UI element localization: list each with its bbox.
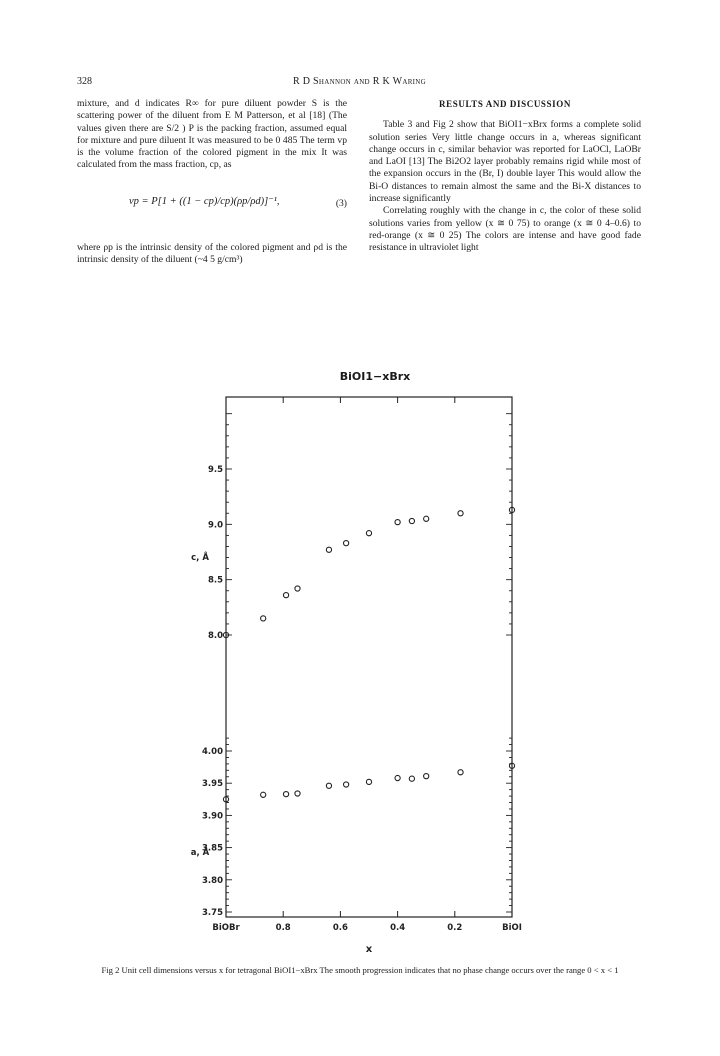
y-tick-label: 9.5 <box>207 465 223 475</box>
right-column <box>369 98 641 255</box>
data-point-a <box>395 775 400 780</box>
y-tick-label: 3.95 <box>202 779 223 790</box>
data-point-a <box>509 763 514 768</box>
x-tick-label: 0.2 <box>447 923 463 933</box>
data-point-a <box>424 774 429 779</box>
data-point-c <box>424 516 429 521</box>
y-tick-label: 4.00 <box>202 747 223 757</box>
data-point-a <box>344 782 349 787</box>
data-point-c <box>295 586 300 591</box>
y-axis-label: a, Å <box>190 848 210 858</box>
data-point-a <box>295 791 300 796</box>
y-tick-label: 3.85 <box>202 843 223 854</box>
chart-title: BiOI1−xBrx <box>339 370 411 383</box>
x-axis-label: x <box>365 944 373 955</box>
y-tick-label: 8.5 <box>207 575 223 586</box>
data-point-c <box>509 507 514 512</box>
right-paragraph-2: Correlating roughly with the change in c, the color of these solid solutions varies from yellow (x ≅ 0 75) to orange (x ≅ 0 4–0.6) to red-orange (x ≅ 0 25) The colors are intense and have good fade resistance in ultraviolet light <box>369 205 641 254</box>
left-column <box>77 98 347 266</box>
left-paragraph-1: mixture, and d indicates R∞ for pure diluent powder S is the scattering power of the diluent from E M Patterson, et al [18] (The values given there are S/2 ) P is the packing fraction, assumed equal for mixture and pure diluent It was measured to be 0 485 The term vp is the volume fraction of the colored pigment in the mix It was calculated from the mass fraction, cp, as <box>77 98 347 171</box>
data-point-a <box>409 776 414 781</box>
x-tick-label: 0.4 <box>390 923 406 933</box>
equation-text: vp = P[1 + ((1 − cp)/cp)(ρp/ρd)]⁻¹, <box>129 195 280 207</box>
figure-caption: Fig 2 Unit cell dimensions versus x for tetragonal BiOI1−xBrx The smooth progression indicates that no phase change occurs over the range 0 < x < 1 <box>101 965 619 975</box>
data-point-a <box>326 783 331 788</box>
y-tick-label: 9.0 <box>207 520 223 531</box>
y-tick-label: 3.75 <box>202 908 223 918</box>
y-tick-label: 3.80 <box>202 875 223 886</box>
page-header <box>77 76 642 90</box>
running-head: R D Shannon and R K Waring <box>292 76 427 87</box>
data-point-c <box>409 518 414 523</box>
y-tick-label: 8.0 <box>207 631 223 641</box>
data-point-a <box>366 779 371 784</box>
data-point-a <box>261 792 266 797</box>
data-point-c <box>261 616 266 621</box>
data-point-c <box>283 593 288 598</box>
x-tick-label: BiOI <box>502 923 522 933</box>
data-point-a <box>458 770 463 775</box>
data-point-c <box>395 520 400 525</box>
page-number: 328 <box>77 76 92 87</box>
data-point-a <box>223 797 228 802</box>
data-point-c <box>344 541 349 546</box>
equation-number: (3) <box>335 197 347 209</box>
data-point-c <box>326 547 331 552</box>
left-paragraph-2: where ρp is the intrinsic density of the colored pigment and ρd is the intrinsic density of the diluent (~4 5 g/cm³) <box>77 241 347 266</box>
data-point-c <box>458 511 463 516</box>
section-heading: RESULTS AND DISCUSSION <box>439 99 571 109</box>
data-point-c <box>223 632 228 637</box>
equation-3 <box>77 182 347 230</box>
x-tick-label: BiOBr <box>212 923 240 933</box>
y-tick-label: 3.90 <box>202 811 223 822</box>
plot-frame <box>226 397 512 917</box>
y-axis-label: c, Å <box>191 553 209 563</box>
x-tick-label: 0.8 <box>275 923 291 933</box>
data-point-c <box>366 531 371 536</box>
data-point-a <box>283 792 288 797</box>
right-paragraph-1: Table 3 and Fig 2 show that BiOI1−xBrx forms a complete solid solution series Very little change occurs in a, whereas significant change occurs in c, similar behavior was reported for LaOCl, LaOBr and LaOI [13] The Bi2O2 layer probably remains rigid while most of the expansion occurs in the (Br, I) double layer This would allow the Bi-O distances to remain almost the same and the Bi-X distances to increase significantly <box>369 119 641 205</box>
x-tick-label: 0.6 <box>332 923 348 933</box>
